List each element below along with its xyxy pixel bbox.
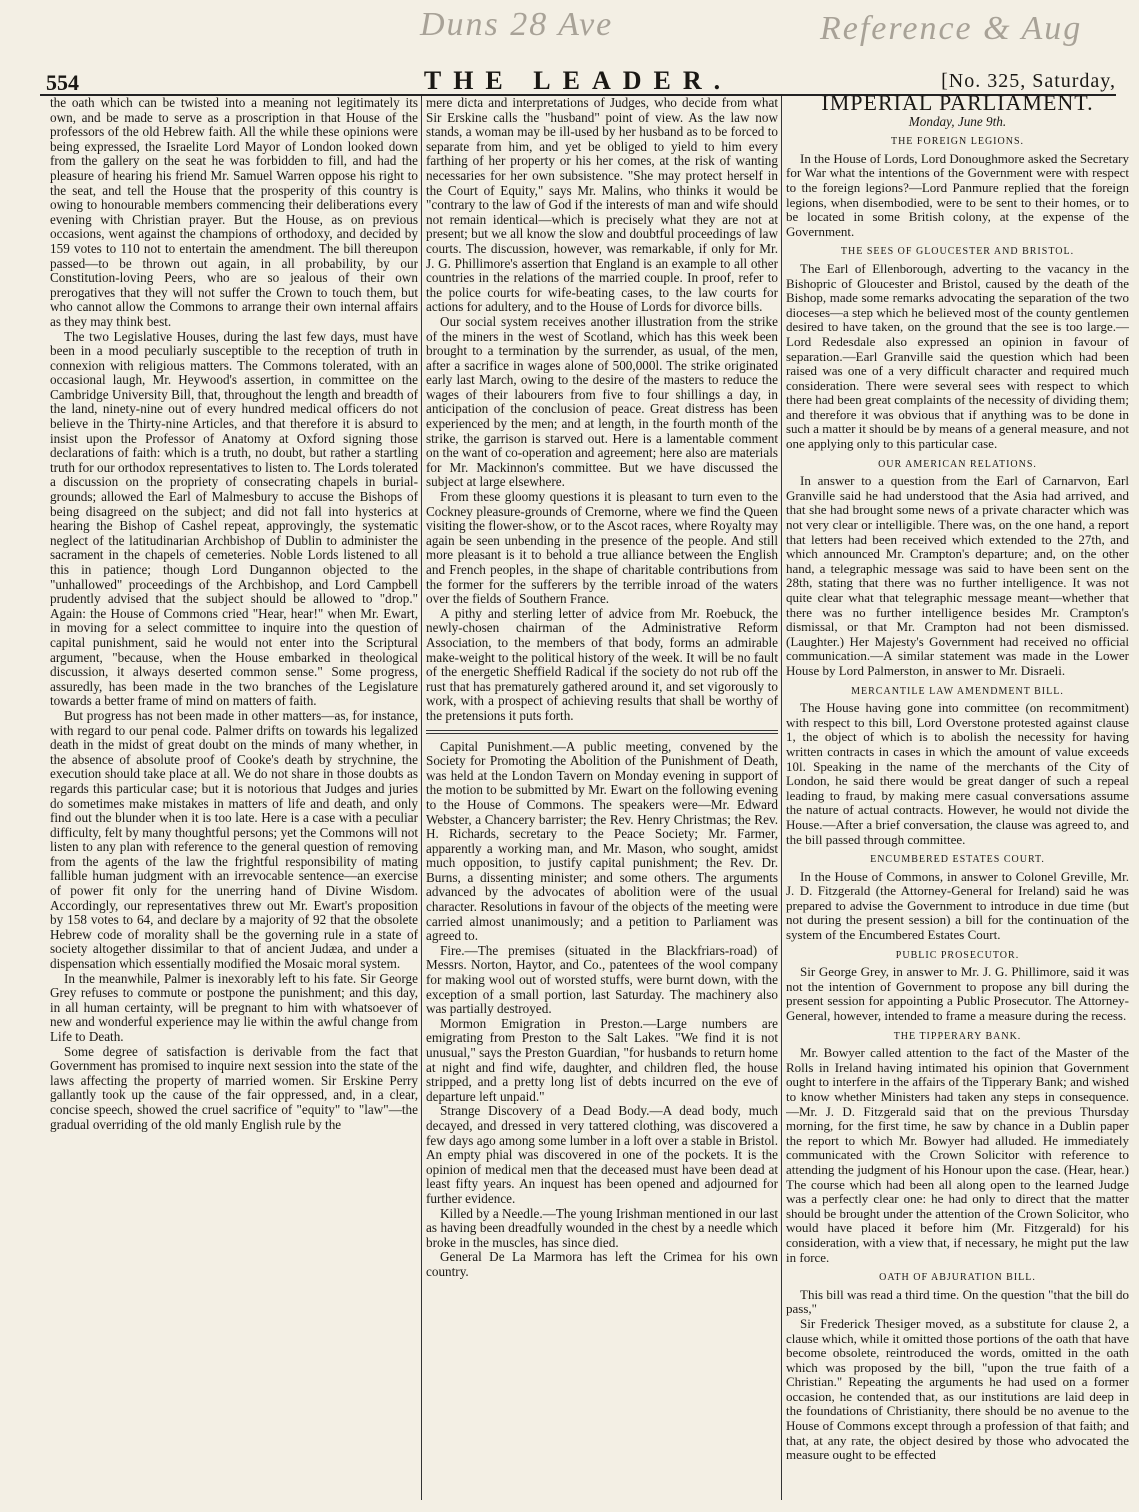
news-note: Strange Discovery of a Dead Body.—A dead body, much decayed, and dressed in very tattered clothing, was discovered a few days ago among some lumber in a loft over a stable in Bristol. An empty phial was discovered in one of the pockets. It is the opinion of medical men that the deceased must have been dead at least fifty years. An inquest has been opened and adjourned for further evidence. (426, 1103, 778, 1206)
report-paragraph: Mr. Bowyer called attention to the fact of the Master of the Rolls in Ireland having intimated his opinion that Government ought to interfere in the affairs of the Tipperary Bank; and wished to know whether Ministers had taken any steps in consequence.—Mr. J. D. Fitzgerald said that on the previous Thursday morning, for the first time, he saw by chance in a Dublin paper the report to which Mr. Bowyer had alluded. He immediately communicated with the Crown Solicitor with reference to attending the judgment of his Honour upon the case. (Hear, hear.) The course which had been all along open to the learned Judge was a perfectly clear one: he had only to direct that the matter should be brought under the attention of the Crown Solicitor, who would have placed it before him (Mr. Fitzgerald) for his consideration, with a view that, if necessary, he might put the law in force. (786, 1045, 1129, 1265)
subheading: MERCANTILE LAW AMENDMENT BILL. (851, 685, 1064, 697)
paragraph: But progress has not been made in other matters—as, for instance, with regard to our penal code. Palmer drifts on towards his legalized death in the midst of great doubt on the minds of many whether, in the absence of absolute proof of Cooke's death by strychnine, the execution should take place at all. We do not share in those doubts as regards this particular case; but it is notorious that Judges and juries do sometimes make mistakes in matters of life and death, and only find out the blunder when it is too late. Here is a case with a peculiar difficulty, felt by many thoughtful persons; yet the Commons will not listen to any plan with reference to the general question of removing from the agents of the law the frightful responsibility of mating fallible human judgment with an irrevocable sentence—an exercise of power fit only for the unerring hand of Divine Wisdom. Accordingly, our representatives threw out Mr. Ewart's proposition by 158 votes to 64, and declare by a majority of 92 that the obsolete Hebrew code of morality shall be the governing rule in a state of society altogether dissimilar to that of ancient Judæa, and under a dispensation which essentially modified the Mosaic moral system. (50, 707, 418, 972)
subheading: ENCUMBERED ESTATES COURT. (870, 854, 1045, 866)
subheading: PUBLIC PROSECUTOR. (895, 949, 1020, 961)
dateline: Monday, June 9th. (908, 113, 1007, 129)
paragraph: Some degree of satisfaction is derivable from the fact that Government has promised to inquire next session into the state of the laws affecting the property of married women. Sir Erskine Perry gallantly took up the cause of the fair oppressed, and, in a clear, concise speech, showed the cruel sacrifice of "equity" to "law"—the gradual overriding of the old manly English rule by the (50, 1043, 418, 1132)
report-paragraph: Sir Frederick Thesiger moved, as a substitute for clause 2, a clause which, while it omitted those portions of the oath that have become obsolete, reintroduced the words, omitted in the oath which was proposed by the bill, "upon the true faith of a Christian." Repeating the arguments he had used on a former occasion, he contended that, as our institutions are laid deep in the foundations of Christianity, there should be no avenue to the House of Commons except through a profession of that faith; and that, at any rate, the object desired by those who advocated the measure ought to be effected (786, 1315, 1129, 1463)
report-paragraph: Sir George Grey, in answer to Mr. J. G. Phillimore, said it was not the intention of Government to propose any bill during the present session for appointing a Public Prosecutor. The Attorney-General, however, intended to frame a measure during the recess. (786, 964, 1129, 1024)
subheading: OUR AMERICAN RELATIONS. (878, 458, 1037, 470)
stamp-text-2: Reference & Aug (820, 10, 1083, 47)
issue-number: [No. 325, Saturday, (941, 70, 1116, 92)
news-note: Mormon Emigration in Preston.—Large numbers are emigrating from Preston to the Salt Lakes. "We find it is not unusual," says the Preston Guardian, "for husbands to return home at night and find wife, daughter, and children fled, the house stripped, and a pretty long list of debts incurred on the eve of departure left unpaid." (426, 1015, 778, 1104)
column-1 (50, 96, 418, 1500)
subheading: THE TIPPERARY BANK. (893, 1030, 1022, 1042)
column-rule (781, 96, 782, 1500)
section-divider (426, 730, 778, 734)
report-paragraph: In the House of Commons, in answer to Colonel Greville, Mr. J. D. Fitzgerald (the Attorney-General for Ireland) said he was prepared to advise the Government to introduce in due time (but not during the present session) a bill for the continuation of the system of the Encumbered Estates Court. (786, 868, 1129, 943)
page-number: 554 (46, 70, 79, 95)
report-paragraph: The Earl of Ellenborough, adverting to the vacancy in the Bishopric of Gloucester and Bristol, caused by the death of the Bishop, made some remarks advocating the separation of the two dioceses—a step which he believed most of the county gentlemen desired to have taken, on the ground that the see is too large.—Lord Redesdale also expressed an opinion in favour of separation.—Earl Granville said the question which had been raised was one of a very difficult character and required much consideration. There were several sees with respect to which there had been great complaints of the necessity of dividing them; and therefore it was obvious that if anything was to be done in such a matter it should be by means of a general measure, and not one applying only to this particular case. (786, 260, 1129, 452)
paragraph: From these gloomy questions it is pleasant to turn even to the Cockney pleasure-grounds of Cremorne, where we find the Queen visiting the flower-show, or to the Ascot races, where Royalty may again be seen unbending in the presence of the people. And still more pleasant is it to behold a true alliance between the English and French peoples, in the shape of charitable contributions from the former for the sufferers by the terrible inroad of the waters over the fields of Southern France. (426, 489, 778, 607)
paper-title: THE LEADER. (423, 66, 733, 95)
report-paragraph: In answer to a question from the Earl of Carnarvon, Earl Granville said he had understood that the Asia had arrived, and that she had brought some news of a private character which was not very clear or intelligible. There was, on the one hand, a report that letters had been received which extended to the 27th, and which announced Mr. Crampton's departure; and, on the other hand, a telegraphic message was said to have been sent on the 28th, stating that there was no further intelligence. It was not quite clear what that telegraphic message meant—whether that there was no further intelligence besides Mr. Crampton's dismissal, or that Mr. Crampton had not been dismissed. (Laughter.) Her Majesty's Government had received no official communication.—A similar statement was made in the Lower House by Lord Palmerston, in answer to Mr. Disraeli. (786, 473, 1129, 678)
paragraph: Our social system receives another illustration from the strike of the miners in the west of Scotland, which has this week been brought to a termination by the surrender, as usual, of the men, after a sacrifice in wages alone of 500,000l. The strike originated early last March, owing to the desire of the masters to reduce the wages of their labourers from five to four shillings a day, in anticipation of the conclusion of peace. Great distress has been experienced by the men; and at length, in the fourth month of the strike, the garrison is starved out. Here is a lamentable comment on the want of co-operation and agreement; here also are materials for Mr. Mackinnon's committee. But we have discussed the subject at large elsewhere. (426, 313, 778, 490)
archive-stamp (0, 0, 1139, 62)
report-paragraph: In the House of Lords, Lord Donoughmore asked the Secretary for War what the intentions of the Government were with respect to the foreign legions?—Lord Panmure replied that the foreign legions, when disembodied, were to be sent to their homes, or to be located in some British colony, at the expense of the Government. (786, 150, 1129, 239)
paragraph: In the meanwhile, Palmer is inexorably left to his fate. Sir George Grey refuses to commute or postpone the punishment; and this day, in all human certainty, will be pregnant to him with whatsoever of new and wonderful experience may lie within the awful change from Life to Death. (50, 970, 418, 1044)
news-note: Capital Punishment.—A public meeting, convened by the Society for Promoting the Abolition of the Punishment of Death, was held at the London Tavern on Monday evening in support of the motion to be submitted by Mr. Ewart on the following evening to the House of Commons. The speakers were—Mr. Edward Webster, a Chancery barrister; the Rev. Henry Christmas; the Rev. H. Richards, secretary to the Peace Society; Mr. Farmer, apparently a working man, and Mr. Mason, who sought, amidst much opposition, to justify capital punishment; the Rev. Dr. Burns, a dissenting minister; and some others. The arguments advanced by the advocates of abolition were of the usual character. Resolutions in favour of the objects of the meeting were carried almost unanimously; and a petition to Parliament was agreed to. (426, 738, 778, 944)
column-2 (426, 96, 778, 1500)
report-paragraph: This bill was read a third time. On the question "that the bill do pass," (786, 1286, 1129, 1317)
column-3 (786, 96, 1129, 1500)
stamp-text: Duns 28 Ave (420, 6, 614, 43)
paragraph: the oath which can be twisted into a meaning not legitimately its own, and be made to serve as a proscription in that House of the professors of the old Hebrew faith. All the while these opinions were being expressed, the Israelite Lord Mayor of London looked down from the gallery on the seat he was forbidden to fill, and had the pleasure of hearing his friend Mr. Samuel Warren oppose his right to the seat, and tell the House that the prosperity of this country is owing to honourable members commencing their deliberations every evening with Christian prayer. But the House, as on previous occasions, went against the champions of orthodoxy, and decided by 159 votes to 110 not to entertain the amendment. The bill thereupon passed—to be thrown out again, in all probability, by our Constitution-loving Peers, who are so jealous of their own prerogatives that they will not suffer the Crown to touch them, but who cannot allow the Commons to arrange their own internal affairs as they may think best. (50, 96, 418, 329)
column-rule (421, 96, 422, 1500)
subheading: OATH OF ABJURATION BILL. (879, 1272, 1036, 1284)
news-note: General De La Marmora has left the Crimea for his own country. (426, 1249, 778, 1279)
subheading: THE SEES OF GLOUCESTER AND BRISTOL. (840, 246, 1075, 258)
paragraph: A pithy and sterling letter of advice from Mr. Roebuck, the newly-chosen chairman of the Administrative Reform Association, to the members of that body, forms an admirable make-weight to the political history of the week. It will be no fault of the energetic Sheffield Radical if the society do not rub off the rust that has prematurely gathered around it, and set vigorously to work, with a prospect of achieving results that shall be worthy of the pretensions it puts forth. (426, 605, 778, 723)
paragraph: mere dicta and interpretations of Judges, who decide from what Sir Erskine calls the "husband" point of view. As the law now stands, a woman may be ill-used by her husband as to be forced to separate from him, and yet be obliged to yield to him every farthing of her property or his her comes, at the risk of wanting necessaries for her own subsistence. "She may protect herself in the Court of Equity," says Mr. Malins, who thinks it would be "contrary to the law of God if the interests of man and wife should not remain identical—which is precisely what they are not at present; but we all know the slow and doubtful proceedings of law courts. The discussion, however, was remarkable, if only for Mr. J. G. Phillimore's assertion that England is an example to all other countries in the relations of the married couple. In proof, refer to the police courts for wife-beating cases, to the law courts for actions for adultery, and to the House of Lords for divorce bills. (426, 96, 778, 315)
subheading: THE FOREIGN LEGIONS. (890, 136, 1025, 148)
section-title: IMPERIAL PARLIAMENT. (821, 96, 1094, 115)
running-head (40, 62, 1116, 96)
news-note: Fire.—The premises (situated in the Blackfriars-road) of Messrs. Norton, Haytor, and Co., patentees of the wool company for making wool out of worsted stuffs, were burnt down, with the exception of a small portion, last Saturday. The machinery also was partially destroyed. (426, 942, 778, 1017)
report-paragraph: The House having gone into committee (on recommitment) with respect to this bill, Lord Overstone protested against clause 1, the object of which is to abolish the necessity for having written contracts in cases in which the amount of value exceeds 10l. Speaking in the name of the merchants of the City of London, he said there would be great danger of such a repeal leading to fraud, by making mere casual conversations assume the nature of actual contracts. However, he would not divide the House.—After a brief conversation, the clause was agreed to, and the bill passed through committee. (786, 700, 1129, 847)
news-note: Killed by a Needle.—The young Irishman mentioned in our last as having been dreadfully wounded in the chest by a needle which broke in the muscles, has since died. (426, 1205, 778, 1250)
paragraph: The two Legislative Houses, during the last few days, must have been in a mood peculiarly susceptible to the reception of truth in connexion with religious matters. The Commons tolerated, with an occasional laugh, Mr. Heywood's assertion, in committee on the Cambridge University Bill, that, throughout the length and breadth of the land, ninety-nine out of every hundred medical officers do not believe in the Thirty-nine Articles, and that therefore it is absurd to insist upon the Professor of Anatomy at Oxford signing those declarations of faith: which is a truth, no doubt, but rather a startling truth for our orthodox representatives to listen to. The Lords tolerated a discussion on the propriety of consecrating chapels in burial-grounds; allowed the Earl of Malmesbury to accuse the Bishops of being disagreed on the subject; and did not fall into hysterics at hearing the Bishop of Cashel repeat, approvingly, the systematic neglect of the latitudinarian Archbishop of Dublin to administer the sacrament in the chapels of cemeteries. Noble Lords listened to all this in patience; though Lord Dungannon objected to the "unhallowed" proceedings of the Archbishop, and Lord Campbell prudently advised that the subject should be allowed to "drop." Again: the House of Commons cried "Hear, hear!" when Mr. Ewart, in moving for a select committee to inquire into the question of capital punishment, said he would not enter into the Scriptural argument, "because, when the House embarked in theological discussion, it always deserted common sense." Some progress, assuredly, has been made in the two branches of the Legislature towards a better frame of mind on matters of faith. (50, 328, 418, 709)
